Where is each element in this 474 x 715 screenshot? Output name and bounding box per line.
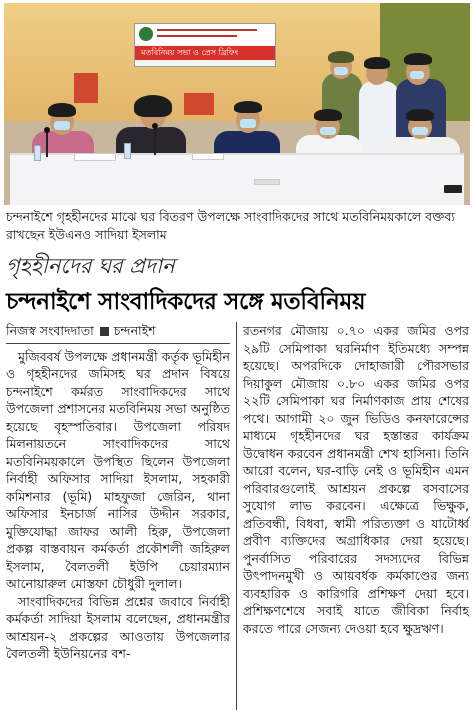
body-paragraph: মুজিববর্ষ উপলক্ষে প্রধানমন্ত্রী কর্তৃক ভূমিহীন ও গৃহহীনদের জমিসহ ঘর প্রদান বিষয়ে চন্দনাইশে কর্মরত সাংবাদিকদের সাথে উপজেলা প্রশাসনের মতবিনিময় সভা অনুষ্ঠিত হয়েছে বৃহস্পতিবার। উপজেলা পরিষদ মিলনায়তনে সাংবাদিকদের সাথে মতবিনিময়কালে উপস্থিত ছিলেন উপজেলা নির্বাহী অফিসার সাদিয়া ইসলাম, সহকারী কমিশনার (ভূমি) মাহফুজা জেরিন, থানা অফিসার ইনচার্জ নাসির উদ্দীন সরকার, মুক্তিযোদ্ধা জাফর আলী হিরু, উপজেলা প্রকল্প বাস্তবায়ন কর্মকর্তা প্রকৌশলী জহিরুল ইসলাম, বৈলতলী ইউপি চেয়ারম্যান আনোয়ারুল মোস্তফা চৌধুরী দুলাল। — [6, 348, 231, 591]
article-column-left — [6, 322, 230, 663]
document-paper — [74, 153, 116, 161]
main-headline: চন্দনাইশে সাংবাদিকদের সঙ্গে মতবিনিময় — [6, 289, 366, 315]
event-banner — [134, 23, 276, 67]
water-bottle-icon — [34, 145, 41, 161]
byline-location: চন্দনাইশ — [113, 323, 156, 338]
photo-caption: চন্দনাইশে গৃহহীনদের মাঝে ঘর বিতরণ উপলক্ষে সাংবাদিকদের সাথে মতবিনিময়কালে বক্তব্য রাখছেন ইউএনও সাদিয়া ইসলাম — [6, 209, 455, 242]
byline — [6, 322, 230, 344]
red-table — [184, 93, 214, 115]
document-paper — [192, 153, 224, 160]
government-logo-icon — [139, 27, 153, 41]
phone-icon — [444, 185, 462, 193]
square-bullet-icon — [100, 327, 109, 336]
microphone-icon — [46, 131, 48, 157]
byline-reporter: নিজস্ব সংবাদদাতা — [6, 323, 94, 338]
news-photo — [4, 3, 470, 205]
body-paragraph: রতনগর মৌজায় ০.৭০ একর জমির ওপর ২৯টি সেমিপাকা ঘরনির্মাণ ইতিমধ্যে সম্পন্ন হয়েছে। অপরদিকে দোহাজারী পৌরসভার দিয়াকুল মৌজায় ০.৮০ একর জমির ওপর ২২টি সেমিপাকা ঘর নির্মাণকাজ প্রায় শেষের পথে। আগামী ২০ জুন ভিডিও কনফারেন্সের মাধ্যমে গৃহহীনদের ঘর হস্তান্তর কার্যক্রম উদ্বোধন করবেন প্রধানমন্ত্রী শেখ হাসিনা। তিনি আরো বলেন, ঘর-বাড়ি নেই ও ভূমিহীন এমন পরিবারগুলোই আশ্রয়ন প্রকল্পে বসবাসের সুযোগ লাভ করবেন। এক্ষেত্রে ভিক্ষুক, প্রতিবন্ধী, বিধবা, স্বামী পরিত্যক্তা ও যাটোর্ধ্ব প্রবীণ ব্যক্তিদের অগ্রাধিকার দেয়া হয়েছে। পুনর্বাসিত পরিবারের সদস্যদের বিভিন্ন উৎপাদনমুখী ও আয়বর্ধক কর্মকাণ্ডের জন্য ব্যবহারিক ও কারিগরি প্রশিক্ষণ দেয়া হবে। প্রশিক্ষণশেষে সবাই যাতে জীবিকা নির্বাহ করতে পারে সেজন্য দেওয়া হবে ক্ষুদ্রঋণ। — [243, 323, 469, 636]
microphone-icon — [154, 127, 156, 155]
article-column-right — [243, 322, 469, 637]
water-bottle-icon — [124, 143, 131, 159]
kicker-headline: গৃহহীনদের ঘর প্রদান — [6, 254, 175, 278]
column-divider — [236, 322, 237, 710]
banner-text: মতবিনিময় সভা ও প্রেস ব্রিফিং — [141, 48, 239, 57]
body-paragraph: সাংবাদিকদের বিভিন্ন প্রশ্নের জবাবে নির্বাহী কর্মকর্তা সাদিয়া ইসলাম বলেছেন, প্রধানমন্ত্রীর আশ্রয়ন-২ প্রকল্পের আওতায় উপজেলার বৈলতলী ইউনিয়নের বশ- — [6, 593, 230, 661]
red-chair — [74, 73, 98, 103]
